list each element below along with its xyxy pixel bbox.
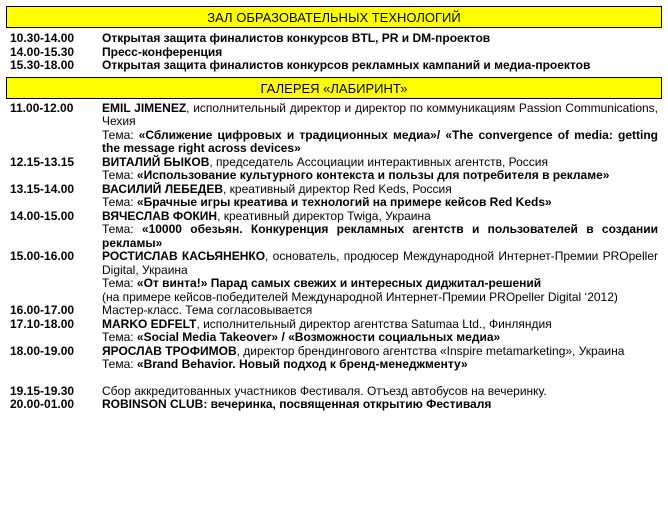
speaker-info [102,156,658,170]
talk-topic [102,358,658,372]
speaker-name: MARKO EDFELT [102,316,197,331]
time-slot: 16.00-17.00 [10,303,75,317]
topic-title: «Сближение цифровых и традиционных медиа»/ «The convergence of media: getting the message right across devices» [102,127,658,155]
topic-title: «Brand Behavior. Новый подход к бренд-менеджменту» [136,357,468,371]
section-header-education-hall: ЗАЛ ОБРАЗОВАТЕЛЬНЫХ ТЕХНОЛОГИЙ [6,6,662,28]
topic-label: Тема: [102,330,137,344]
time-slot: 14.00-15.30 [10,44,75,59]
schedule-row [6,46,662,60]
schedule-row [6,183,662,210]
speaker-name: ВИТАЛИЙ БЫКОВ [102,154,210,169]
topic-note: (на примере кейсов-победителей Международной Интернет-Премии PROpeller Digital ‘2012) [102,289,618,304]
schedule-row [6,156,662,183]
speaker-description: , директор брендингового агентства «Inspire metamarketing», Украина [236,343,625,358]
topic-label: Тема: [102,357,137,371]
schedule-row [6,398,662,412]
topic-label: Тема: [102,127,139,142]
speaker-block [102,183,662,210]
speaker-block [102,345,662,372]
talk-topic [102,223,658,250]
time-slot: 14.00-15.00 [10,208,75,223]
speaker-description: , креативный директор Twiga, Украина [217,208,431,223]
schedule-row [6,59,662,73]
schedule-row [6,250,662,304]
speaker-description: , основатель, продюсер Международной Интернет-Премии PROpeller Digital, Украина [102,249,658,277]
talk-topic [102,169,658,183]
event-title: Открытая защита финалистов конкурсов BTL, PR и DM-проектов [102,31,491,45]
event-title: Пресс-конференция [102,44,223,59]
talk-topic [102,129,658,156]
talk-topic [102,331,658,345]
speaker-description: , креативный директор Red Keds, Россия [223,181,452,196]
schedule-row [6,345,662,372]
topic-label: Тема: [102,168,137,182]
speaker-info [102,183,658,197]
event-title: Сбор аккредитованных участников Фестиваля. Отъезд автобусов на вечеринку. [102,383,547,398]
spacer [6,372,662,385]
speaker-name: ЯРОСЛАВ ТРОФИМОВ [102,343,237,358]
schedule-row [6,102,662,156]
talk-topic [102,277,658,291]
speaker-name: EMIL JIMENEZ [102,100,187,115]
speaker-name: ВАСИЛИЙ ЛЕБЕДЕВ [102,181,224,196]
topic-title: «Брачные игры креатива и технологий на примере кейсов Red Keds» [136,195,552,209]
time-slot: 20.00-01.00 [10,397,75,411]
topic-label: Тема: [102,195,137,209]
time-slot: 11.00-12.00 [10,100,74,115]
topic-title: «Social Media Takeover» / «Возможности социальных медиа» [136,330,501,344]
time-slot: 15.00-16.00 [10,249,75,263]
event-title: ROBINSON CLUB: вечеринка, посвященная открытию Фестиваля [102,397,492,411]
labyrinth-gallery-schedule [6,99,662,412]
program-page [6,6,662,412]
speaker-info [102,102,658,129]
topic-title: «10000 обезьян. Конкуренция рекламных агентств и пользователей в создании рекламы» [102,222,659,250]
time-slot: 15.30-18.00 [10,58,75,72]
speaker-info [102,250,658,277]
topic-title: «От винта!» Парад самых свежих и интересных диджитал-решений [136,276,542,290]
schedule-row [6,210,662,251]
schedule-row [6,385,662,399]
speaker-description: , исполнительный директор агентства Satumaa Ltd., Финляндия [196,316,552,331]
speaker-name: ВЯЧЕСЛАВ ФОКИН [102,208,218,223]
schedule-row [6,318,662,345]
event-title: Открытая защита финалистов конкурсов рекламных кампаний и медиа-проектов [102,58,591,72]
schedule-row [6,32,662,46]
education-hall-schedule [6,28,662,73]
time-slot: 17.10-18.00 [10,316,75,331]
topic-title: «Использование культурного контекста и пользы для потребителя в рекламе» [136,168,610,182]
speaker-block [102,318,662,345]
time-slot: 10.30-14.00 [10,31,75,45]
speaker-block [102,210,662,251]
topic-label: Тема: [102,276,137,290]
event-title: Мастер-класс. Тема согласовывается [102,303,313,317]
time-slot: 12.15-13.15 [10,154,75,169]
time-slot: 18.00-19.00 [10,343,75,358]
time-slot: 13.15-14.00 [10,181,75,196]
schedule-row [6,304,662,318]
speaker-description: , исполнительный директор и директор по коммуникациям Passion Communications, Чехия [102,100,659,128]
speaker-description: , председатель Ассоциации интерактивных агентств, Россия [209,154,548,169]
talk-topic [102,196,658,210]
speaker-block [102,250,662,304]
speaker-block [102,102,662,156]
speaker-info [102,210,658,224]
speaker-block [102,156,662,183]
speaker-name: РОСТИСЛАВ КАСЬЯНЕНКО [102,249,266,263]
section-header-labyrinth-gallery: ГАЛЕРЕЯ «ЛАБИРИНТ» [6,77,662,99]
time-slot: 19.15-19.30 [10,383,75,398]
topic-label: Тема: [102,222,142,236]
speaker-info [102,345,658,359]
speaker-info [102,318,658,332]
